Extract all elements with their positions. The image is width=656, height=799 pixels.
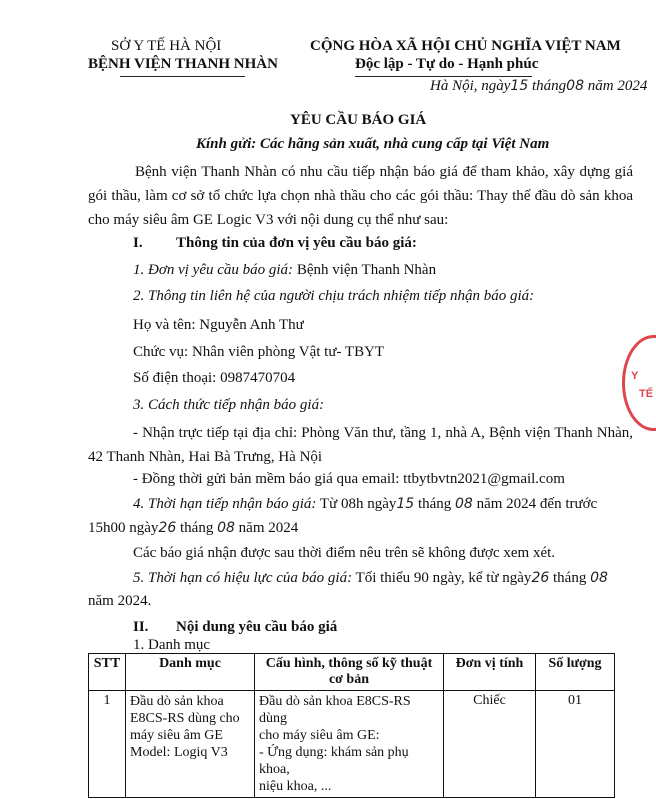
row1-spec — [255, 691, 444, 798]
item4-line1 — [133, 496, 597, 513]
header-qty: Số lượng — [536, 654, 615, 691]
row1-spec-line: cho máy siêu âm GE: — [259, 728, 380, 743]
item4-month2: 08 — [217, 520, 235, 536]
row1-item-line: máy siêu âm GE — [130, 728, 223, 743]
page-title: YÊU CẦU BÁO GIÁ — [290, 112, 427, 128]
row1-stt: 1 — [89, 691, 126, 798]
section2-sub1: 1. Danh mục — [133, 637, 211, 653]
date-day: 15 — [510, 78, 529, 94]
item4-day2: 26 — [158, 520, 177, 536]
item5-text1: Tối thiểu 90 ngày, kể từ ngày — [352, 570, 532, 586]
item4-text5: tháng — [180, 520, 214, 536]
row1-spec-line: Đầu dò sản khoa E8CS-RS dùng — [259, 694, 411, 726]
date-prefix: Hà Nội, ngày — [430, 78, 511, 94]
stamp-text-1: Y — [631, 370, 639, 382]
item5-text2: tháng — [549, 570, 587, 586]
header-spec: Cấu hình, thông số kỹ thuật cơ bản — [255, 654, 444, 691]
header-stt: STT — [89, 654, 126, 691]
red-stamp — [622, 335, 656, 431]
row1-item — [126, 691, 255, 798]
receive-direct-text: - Nhận trực tiếp tại địa chỉ: Phòng Văn thư, tầng 1, nhà A, Bệnh viện Thanh Nhàn, 42 Thanh Nhàn, Hai Bà Trưng, Hà Nội — [88, 425, 633, 465]
receive-email: - Đồng thời gửi bản mềm báo giá qua email: ttbytbvtn2021@gmail.com — [133, 471, 565, 487]
contact-name: Họ và tên: Nguyễn Anh Thư — [133, 317, 304, 333]
hospital-underline — [120, 76, 245, 77]
header-item: Danh mục — [126, 654, 255, 691]
row1-spec-line: - Ứng dụng: khám sản phụ khoa, — [259, 745, 409, 777]
item4-label: 4. Thời hạn tiếp nhận báo giá: — [133, 496, 317, 512]
item2-label: 2. Thông tin liên hệ của người chịu trách nhiệm tiếp nhận báo giá: — [133, 288, 535, 304]
header-unit: Đơn vị tính — [444, 654, 536, 691]
requirements-table — [88, 653, 615, 798]
addressee: Kính gửi: Các hãng sản xuất, nhà cung cấp tại Việt Nam — [196, 136, 550, 152]
date-month-label: tháng — [532, 78, 567, 94]
receive-direct — [88, 421, 633, 469]
dept-name: SỞ Y TẾ HÀ NỘI — [111, 38, 222, 54]
date-month: 08 — [566, 78, 584, 94]
section2-number: II. — [133, 619, 149, 635]
hospital-name: BỆNH VIỆN THANH NHÀN — [88, 56, 278, 72]
item1-label: 1. Đơn vị yêu cầu báo giá: — [133, 262, 294, 278]
table-row — [89, 691, 615, 798]
date-year: năm 2024 — [587, 78, 648, 94]
country-name: CỘNG HÒA XÃ HỘI CHỦ NGHĨA VIỆT NAM — [310, 38, 621, 54]
intro-paragraph — [88, 160, 633, 232]
item4-day1: 15 — [396, 496, 415, 512]
item1 — [133, 262, 436, 279]
item4-text3: năm 2024 đến trước — [472, 496, 598, 512]
row1-item-line: Model: Logiq V3 — [130, 745, 228, 760]
item3-label: 3. Cách thức tiếp nhận báo giá: — [133, 397, 325, 413]
table-header-row — [89, 654, 615, 691]
row1-item-line: E8CS-RS dùng cho — [130, 711, 240, 726]
section1-title: Thông tin của đơn vị yêu cầu báo giá: — [176, 235, 417, 251]
row1-unit: Chiếc — [444, 691, 536, 798]
item4-month1: 08 — [455, 496, 473, 512]
issue-date — [430, 78, 647, 95]
item5-label: 5. Thời hạn có hiệu lực của báo giá: — [133, 570, 353, 586]
section1-number: I. — [133, 235, 143, 251]
section2-title: Nội dung yêu cầu báo giá — [176, 619, 338, 635]
row1-item-line: Đầu dò sản khoa — [130, 694, 224, 709]
item4-line2 — [88, 520, 298, 537]
item4-text6: năm 2024 — [234, 520, 299, 536]
item4-text1: Từ 08h ngày — [316, 496, 397, 512]
item5-month: 08 — [590, 570, 608, 586]
contact-position: Chức vụ: Nhân viên phòng Vật tư- TBYT — [133, 344, 385, 360]
motto-underline — [355, 76, 532, 77]
intro-text: Bệnh viện Thanh Nhàn có nhu cầu tiếp nhận báo giá để tham khảo, xây dựng giá gói thầu, làm cơ sở tổ chức lựa chọn nhà thầu cho các gói thầu: Thay thế đầu dò sản khoa cho máy siêu âm GE Logic V3 với nội dung cụ thể như sau: — [88, 164, 633, 228]
stamp-text-2: TẾ — [639, 388, 654, 400]
item1-value: Bệnh viện Thanh Nhàn — [293, 262, 437, 278]
motto: Độc lập - Tự do - Hạnh phúc — [355, 56, 539, 72]
item5-day: 26 — [531, 570, 550, 586]
item4-text2: tháng — [414, 496, 452, 512]
item5-line2: năm 2024. — [88, 593, 152, 609]
contact-phone: Số điện thoại: 0987470704 — [133, 370, 296, 386]
item5-line1 — [133, 570, 608, 587]
row1-qty: 01 — [536, 691, 615, 798]
item4-text4: 15h00 ngày — [88, 520, 159, 536]
late-note: Các báo giá nhận được sau thời điểm nêu trên sẽ không được xem xét. — [133, 545, 556, 561]
row1-spec-line: niệu khoa, ... — [259, 779, 332, 794]
